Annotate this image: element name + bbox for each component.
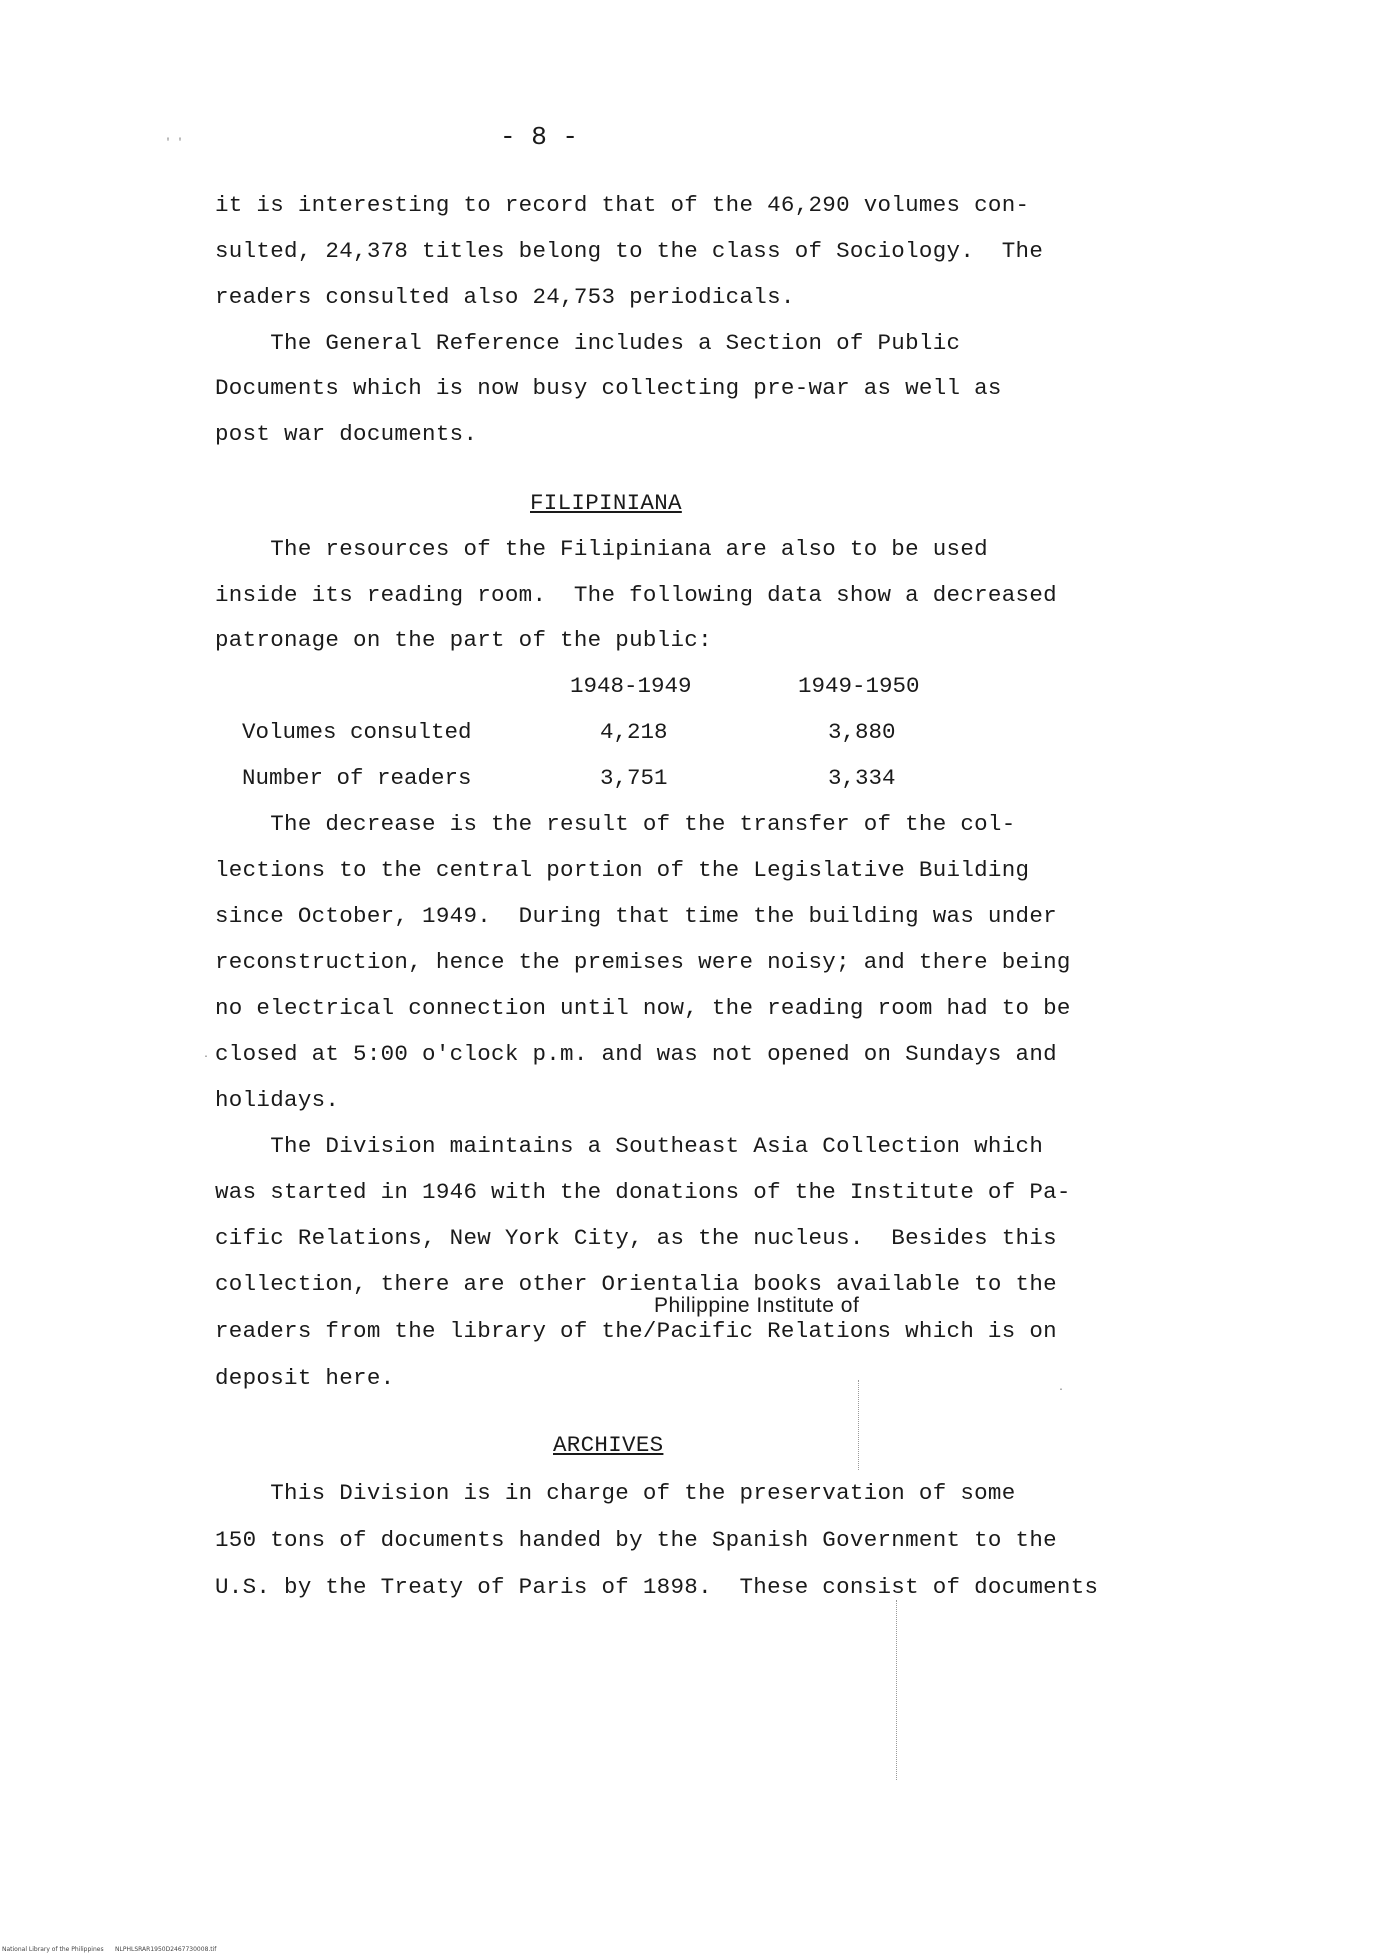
text-line: The Division maintains a Southeast Asia Collection which: [215, 1133, 1044, 1159]
text-line: This Division is in charge of the preservation of some: [215, 1480, 1016, 1506]
table-column-header: 1949-1950: [798, 673, 920, 699]
text-line: sulted, 24,378 titles belong to the class of Sociology. The: [215, 238, 1044, 264]
text-line: The General Reference includes a Section of Public: [215, 330, 961, 356]
text-line: it is interesting to record that of the 46,290 volumes con-: [215, 192, 1030, 218]
text-line: inside its reading room. The following data show a decreased: [215, 582, 1057, 608]
scan-speck: ' ': [165, 138, 184, 149]
text-line: post war documents.: [215, 421, 478, 447]
text-line: collection, there are other Orientalia books available to the: [215, 1271, 1057, 1297]
table-row-label: Volumes consulted: [242, 719, 472, 745]
text-line: The resources of the Filipiniana are also to be used: [215, 536, 988, 562]
table-row-label: Number of readers: [242, 765, 472, 791]
scan-crease-mark: [858, 1380, 885, 1470]
text-line: was started in 1946 with the donations of the Institute of Pa-: [215, 1179, 1071, 1205]
scan-crease-mark: [896, 1600, 923, 1780]
text-line: readers consulted also 24,753 periodicals.: [215, 284, 795, 310]
scan-speck: ·: [203, 1052, 210, 1063]
text-line: no electrical connection until now, the reading room had to be: [215, 995, 1071, 1021]
text-line: since October, 1949. During that time the building was under: [215, 903, 1057, 929]
scan-speck: ·: [1058, 1385, 1065, 1396]
text-line: lections to the central portion of the Legislative Building: [215, 857, 1030, 883]
section-heading-filipiniana: FILIPINIANA: [530, 490, 682, 516]
text-line: deposit here.: [215, 1365, 395, 1391]
text-line: holidays.: [215, 1087, 340, 1113]
table-column-header: 1948-1949: [570, 673, 692, 699]
text-line: readers from the library of the/Pacific Relations which is on: [215, 1318, 1057, 1344]
text-line: The decrease is the result of the transfer of the col-: [215, 811, 1016, 837]
table-cell: 3,334: [828, 765, 896, 791]
section-heading-archives: ARCHIVES: [553, 1432, 664, 1458]
text-line: U.S. by the Treaty of Paris of 1898. These consist of documents: [215, 1574, 1099, 1600]
table-cell: 3,880: [828, 719, 896, 745]
text-line: patronage on the part of the public:: [215, 627, 712, 653]
archive-footer: National Library of the Philippines NLPHLSRAR1950D2467730008.tif: [2, 1946, 217, 1953]
table-cell: 3,751: [600, 765, 668, 791]
text-line: 150 tons of documents handed by the Spanish Government to the: [215, 1527, 1057, 1553]
text-line: cific Relations, New York City, as the nucleus. Besides this: [215, 1225, 1057, 1251]
typed-insertion: Philippine Institute of: [654, 1294, 860, 1317]
page-number: - 8 -: [500, 122, 579, 152]
table-cell: 4,218: [600, 719, 668, 745]
text-line: Documents which is now busy collecting pre-war as well as: [215, 375, 1002, 401]
text-line: closed at 5:00 o'clock p.m. and was not opened on Sundays and: [215, 1041, 1057, 1067]
text-line: reconstruction, hence the premises were noisy; and there being: [215, 949, 1071, 975]
